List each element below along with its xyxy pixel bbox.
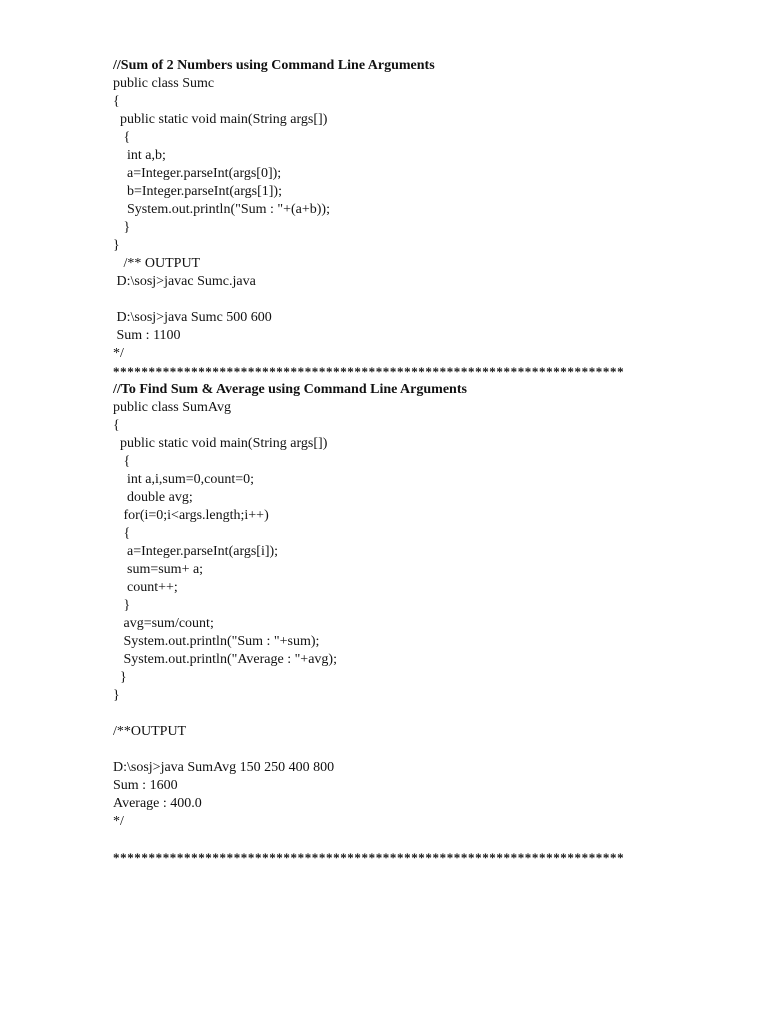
- code-line: sum=sum+ a;: [113, 562, 204, 577]
- section-heading: //Sum of 2 Numbers using Command Line Arguments: [113, 58, 435, 73]
- code-line: {: [113, 130, 131, 145]
- code-line: }: [113, 220, 131, 235]
- code-line: }: [113, 688, 120, 703]
- code-line: count++;: [113, 580, 178, 595]
- code-line: public static void main(String args[]): [113, 436, 328, 451]
- code-document: [113, 57, 713, 867]
- code-line: b=Integer.parseInt(args[1]);: [113, 184, 282, 199]
- code-line: D:\sosj>java SumAvg 150 250 400 800: [113, 760, 335, 775]
- code-line: Sum : 1600: [113, 778, 178, 793]
- blank-line: [113, 705, 713, 723]
- code-line: /**OUTPUT: [113, 724, 187, 739]
- code-line: System.out.println("Average : "+avg);: [113, 652, 337, 667]
- code-line: int a,i,sum=0,count=0;: [113, 472, 255, 487]
- code-line: D:\sosj>javac Sumc.java: [113, 274, 256, 289]
- code-line: }: [113, 670, 127, 685]
- blank-line: [113, 831, 713, 849]
- code-line: a=Integer.parseInt(args[0]);: [113, 166, 282, 181]
- code-line: double avg;: [113, 490, 193, 505]
- code-line: a=Integer.parseInt(args[i]);: [113, 544, 279, 559]
- code-line: public class Sumc: [113, 76, 215, 91]
- code-line: }: [113, 598, 131, 613]
- section-heading: //To Find Sum & Average using Command Line Arguments: [113, 382, 467, 397]
- code-line: System.out.println("Sum : "+sum);: [113, 634, 320, 649]
- code-line: int a,b;: [113, 148, 166, 163]
- separator-line: ************************************************************************: [113, 364, 625, 379]
- code-line: D:\sosj>java Sumc 500 600: [113, 310, 272, 325]
- separator-line: ************************************************************************: [113, 850, 625, 865]
- code-line: }: [113, 238, 120, 253]
- code-line: public static void main(String args[]): [113, 112, 328, 127]
- code-line: */: [113, 346, 124, 361]
- code-line: avg=sum/count;: [113, 616, 214, 631]
- code-line: {: [113, 94, 120, 109]
- code-line: {: [113, 418, 120, 433]
- blank-line: [113, 291, 713, 309]
- code-line: public class SumAvg: [113, 400, 231, 415]
- code-line: {: [113, 526, 131, 541]
- code-line: */: [113, 814, 124, 829]
- blank-line: [113, 741, 713, 759]
- code-line: /** OUTPUT: [113, 256, 201, 271]
- code-line: System.out.println("Sum : "+(a+b));: [113, 202, 330, 217]
- code-line: for(i=0;i<args.length;i++): [113, 508, 269, 523]
- code-line: Sum : 1100: [113, 328, 181, 343]
- code-line: {: [113, 454, 131, 469]
- code-line: Average : 400.0: [113, 796, 202, 811]
